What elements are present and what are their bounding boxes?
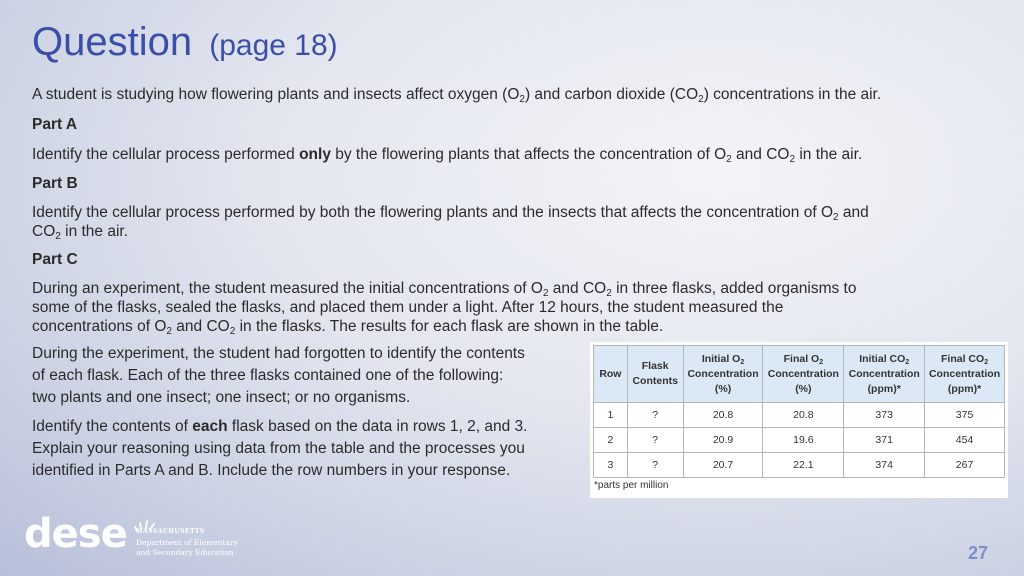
header-initial-co2: Initial $CO_2$ Concentration (ppm)* [844,346,925,403]
table-cell: 267 [925,453,1005,478]
table-cell: ? [627,403,683,428]
table-cell: ? [627,428,683,453]
part-b-heading: Part B [32,175,78,192]
logo-wordmark: dese [24,511,127,557]
part-c-task-text: Identify the contents of each flask based on the data in rows 1, 2, and 3. Explain your reasoning using data from the table and the processes you identified in Parts A and B. Include the row numbers in your response. [32,418,528,479]
table-row [594,453,1005,478]
part-c-contents-text: During the experiment, the student had forgotten to identify the contents of each flask. Each of the three flasks contained one of the following: two plants and one insect; one insect; or no organisms. [32,345,525,406]
page-number: 27 [967,543,988,563]
table-cell: 371 [844,428,925,453]
table-header-row [594,346,1005,403]
title-main: Question [32,20,193,64]
header-flask-contents: Flask Contents [627,346,683,403]
table-cell: 454 [925,428,1005,453]
header-final-co2: Final $CO_2$ Concentration (ppm)* [925,346,1005,403]
table-cell: 20.8 [763,403,844,428]
table-footnote: *parts per million [594,480,669,491]
table-cell: 19.6 [763,428,844,453]
title-page-ref: (page 18) [209,29,338,62]
dese-logo [24,511,254,559]
logo-agency-name: MASSACHUSETTS Department of Elementary and Secondary Education [136,528,238,557]
part-b-text: Identify the cellular process performed by both the flowering plants and the insects that affects the concentration of $O_2$ and $CO_2$ in the air. [32,204,869,242]
results-table [593,345,1005,478]
header-final-o2: Final $O_2$ Concentration (%) [763,346,844,403]
part-c-heading: Part C [32,251,78,268]
table-cell: 374 [844,453,925,478]
header-initial-o2: Initial $O_2$ Concentration (%) [683,346,763,403]
table-cell: ? [627,453,683,478]
table-row [594,428,1005,453]
table-cell: 1 [594,403,628,428]
table-cell: 375 [925,403,1005,428]
slide-title [32,18,338,70]
results-table-panel [590,342,1008,498]
intro-text: A student is studying how flowering plants and insects affect oxygen $(O_2)$ and carbon dioxide $(CO_2)$ concentrations in the air. [32,86,882,105]
table-cell: 20.8 [683,403,763,428]
table-cell: 2 [594,428,628,453]
part-a-heading: Part A [32,116,78,133]
table-row [594,403,1005,428]
table-cell: 3 [594,453,628,478]
table-cell: 20.7 [683,453,763,478]
part-a-text: Identify the cellular process performed only by the flowering plants that affects the concentration of $O_2$ and $CO_2$ in the air. [32,146,863,165]
header-row: Row [594,346,628,403]
table-cell: 373 [844,403,925,428]
part-c-text: During an experiment, the student measured the initial concentrations of $O_2$ and $CO_2$ in three flasks, added organisms to some of the flasks, sealed the flasks, and placed them under a light. After 12 hours, the student measured the concentrations of $O_2$ and $CO_2$ in the flasks. The results for each flask are shown in the table. [32,280,857,337]
table-cell: 20.9 [683,428,763,453]
table-cell: 22.1 [763,453,844,478]
